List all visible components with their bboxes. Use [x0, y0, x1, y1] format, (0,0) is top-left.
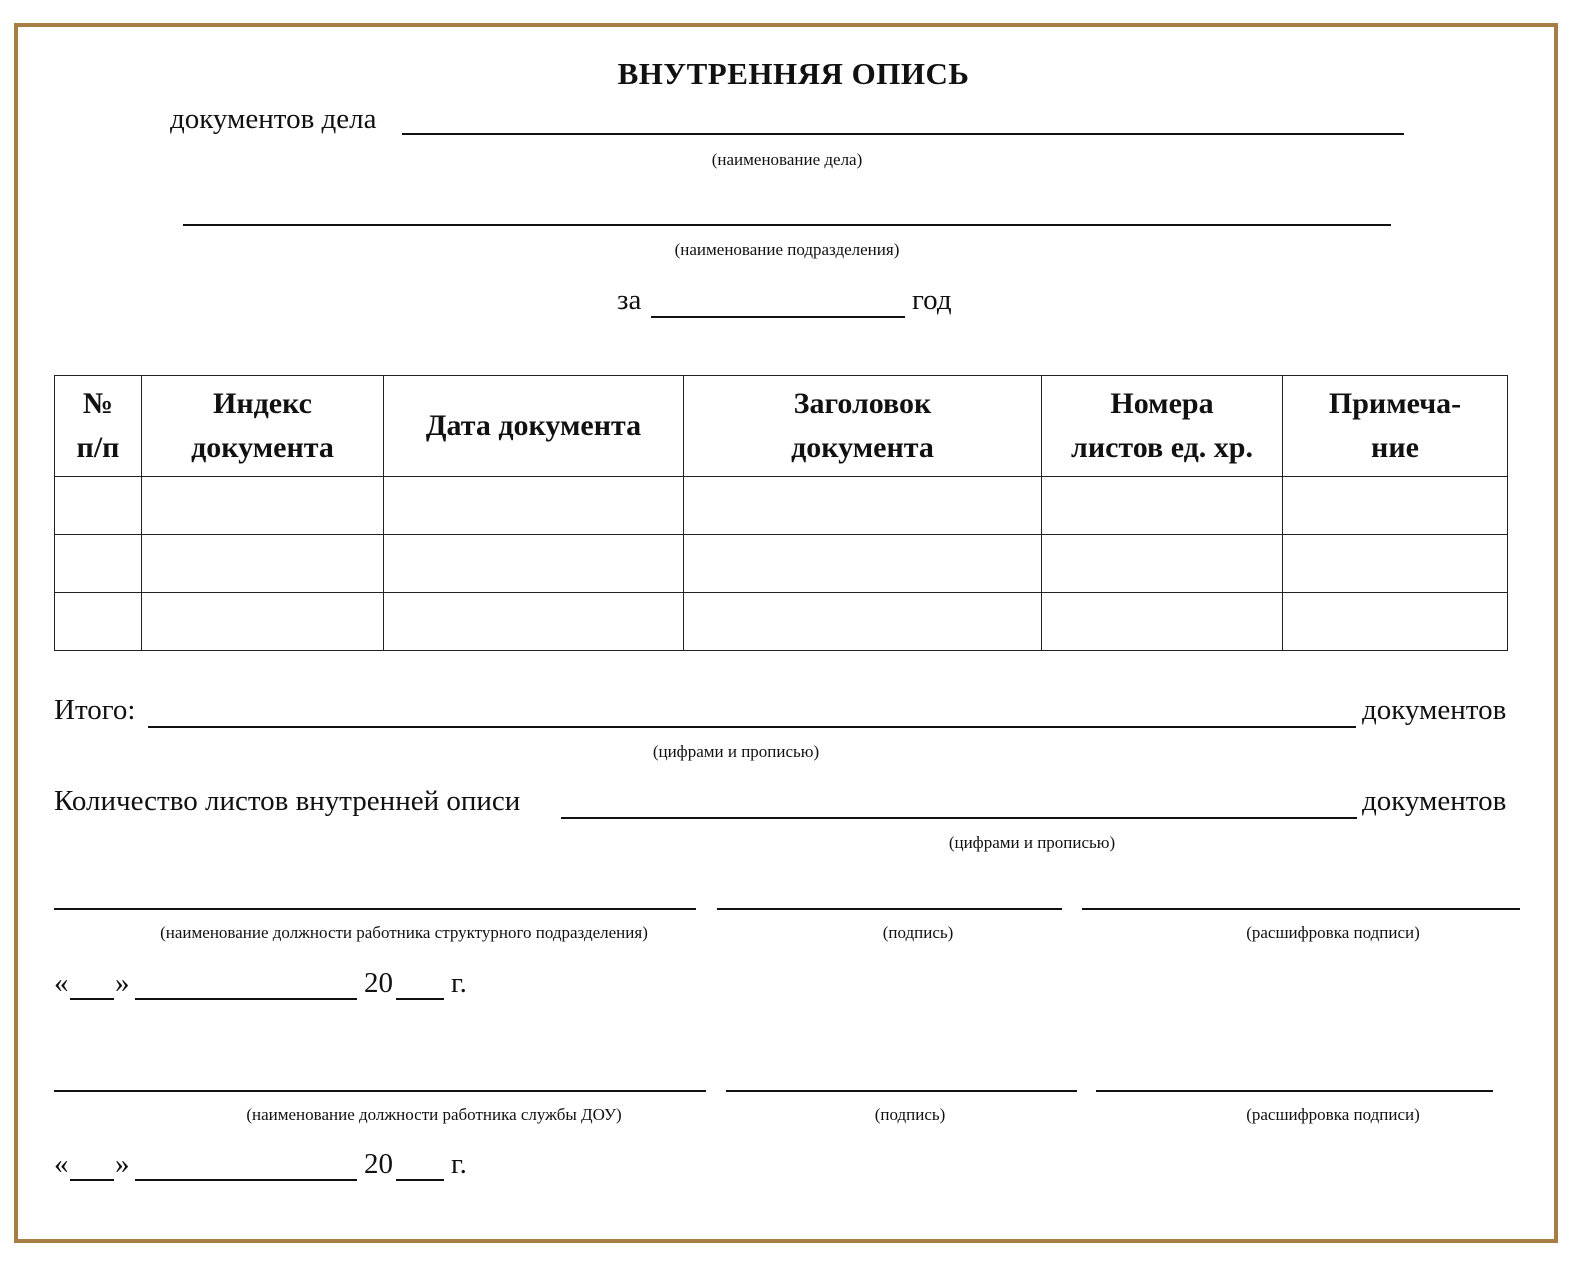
case-caption: (наименование дела): [711, 150, 863, 169]
table-cell[interactable]: [384, 535, 684, 593]
table-cell[interactable]: [384, 477, 684, 535]
sign1-signature-field[interactable]: [717, 884, 1062, 910]
table-cell[interactable]: [142, 477, 384, 535]
sign2-date-suffix: г.: [451, 1148, 467, 1180]
sign1-position-caption: (наименование должности работника структурного подразделения): [160, 923, 648, 942]
sheets-label: Количество листов внутренней описи: [54, 785, 521, 817]
sign1-decoding-caption: (расшифровка подписи): [1246, 923, 1420, 942]
table-cell[interactable]: [55, 593, 142, 651]
case-label: документов дела: [170, 103, 377, 135]
total-caption: (цифрами и прописью): [652, 742, 820, 761]
sign1-date-year: 20: [364, 967, 393, 999]
total-suffix: документов: [1362, 694, 1507, 726]
sign1-decoding-field[interactable]: [1082, 884, 1520, 910]
header-index: Индекс документа: [142, 376, 384, 477]
table-cell[interactable]: [55, 535, 142, 593]
sign1-year-field[interactable]: [396, 974, 444, 1000]
table-cell[interactable]: [1283, 593, 1508, 651]
case-name-field[interactable]: [402, 109, 1404, 135]
sign2-signature-caption: (подпись): [874, 1105, 946, 1124]
table-cell[interactable]: [1283, 535, 1508, 593]
table-cell[interactable]: [1042, 477, 1283, 535]
table-cell[interactable]: [142, 535, 384, 593]
sign1-date-close: »: [115, 967, 130, 999]
total-field[interactable]: [148, 702, 1356, 728]
sign2-date-year: 20: [364, 1148, 393, 1180]
sign1-day-field[interactable]: [70, 974, 114, 1000]
sign2-date-close: »: [115, 1148, 130, 1180]
sheets-suffix: документов: [1362, 785, 1507, 817]
header-sheets: Номера листов ед. хр.: [1042, 376, 1283, 477]
header-number: № п/п: [55, 376, 142, 477]
header-title: Заголовок документа: [684, 376, 1042, 477]
sign2-signature-field[interactable]: [726, 1066, 1077, 1092]
year-suffix: год: [912, 284, 952, 316]
sign1-date-suffix: г.: [451, 967, 467, 999]
table-cell[interactable]: [55, 477, 142, 535]
table-header-row: [55, 376, 1508, 477]
table-cell[interactable]: [1283, 477, 1508, 535]
table-cell[interactable]: [142, 593, 384, 651]
division-caption: (наименование подразделения): [674, 240, 900, 259]
table-row: [55, 477, 1508, 535]
total-label: Итого:: [54, 694, 136, 726]
sign1-date-open: «: [54, 967, 69, 999]
sign2-month-field[interactable]: [135, 1155, 357, 1181]
sign2-decoding-caption: (расшифровка подписи): [1246, 1105, 1420, 1124]
table-cell[interactable]: [1042, 535, 1283, 593]
sign2-position-caption: (наименование должности работника службы ДОУ): [246, 1105, 622, 1124]
sheets-caption: (цифрами и прописью): [948, 833, 1116, 852]
table-cell[interactable]: [684, 593, 1042, 651]
sign2-year-field[interactable]: [396, 1155, 444, 1181]
year-prefix: за: [617, 284, 642, 316]
table-cell[interactable]: [1042, 593, 1283, 651]
sign1-signature-caption: (подпись): [882, 923, 954, 942]
year-field[interactable]: [651, 292, 905, 318]
sign2-date-open: «: [54, 1148, 69, 1180]
header-date: Дата документа: [384, 376, 684, 477]
table-row: [55, 593, 1508, 651]
sign2-decoding-field[interactable]: [1096, 1066, 1493, 1092]
document-title: ВНУТРЕННЯЯ ОПИСЬ: [617, 56, 970, 91]
sign1-position-field[interactable]: [54, 884, 696, 910]
table-cell[interactable]: [684, 535, 1042, 593]
table-row: [55, 535, 1508, 593]
division-name-field[interactable]: [183, 200, 1391, 226]
sign1-month-field[interactable]: [135, 974, 357, 1000]
table-cell[interactable]: [384, 593, 684, 651]
inventory-table: [54, 375, 1508, 651]
sign2-day-field[interactable]: [70, 1155, 114, 1181]
header-note: Примеча- ние: [1283, 376, 1508, 477]
table-cell[interactable]: [684, 477, 1042, 535]
sign2-position-field[interactable]: [54, 1066, 706, 1092]
sheets-field[interactable]: [561, 793, 1357, 819]
